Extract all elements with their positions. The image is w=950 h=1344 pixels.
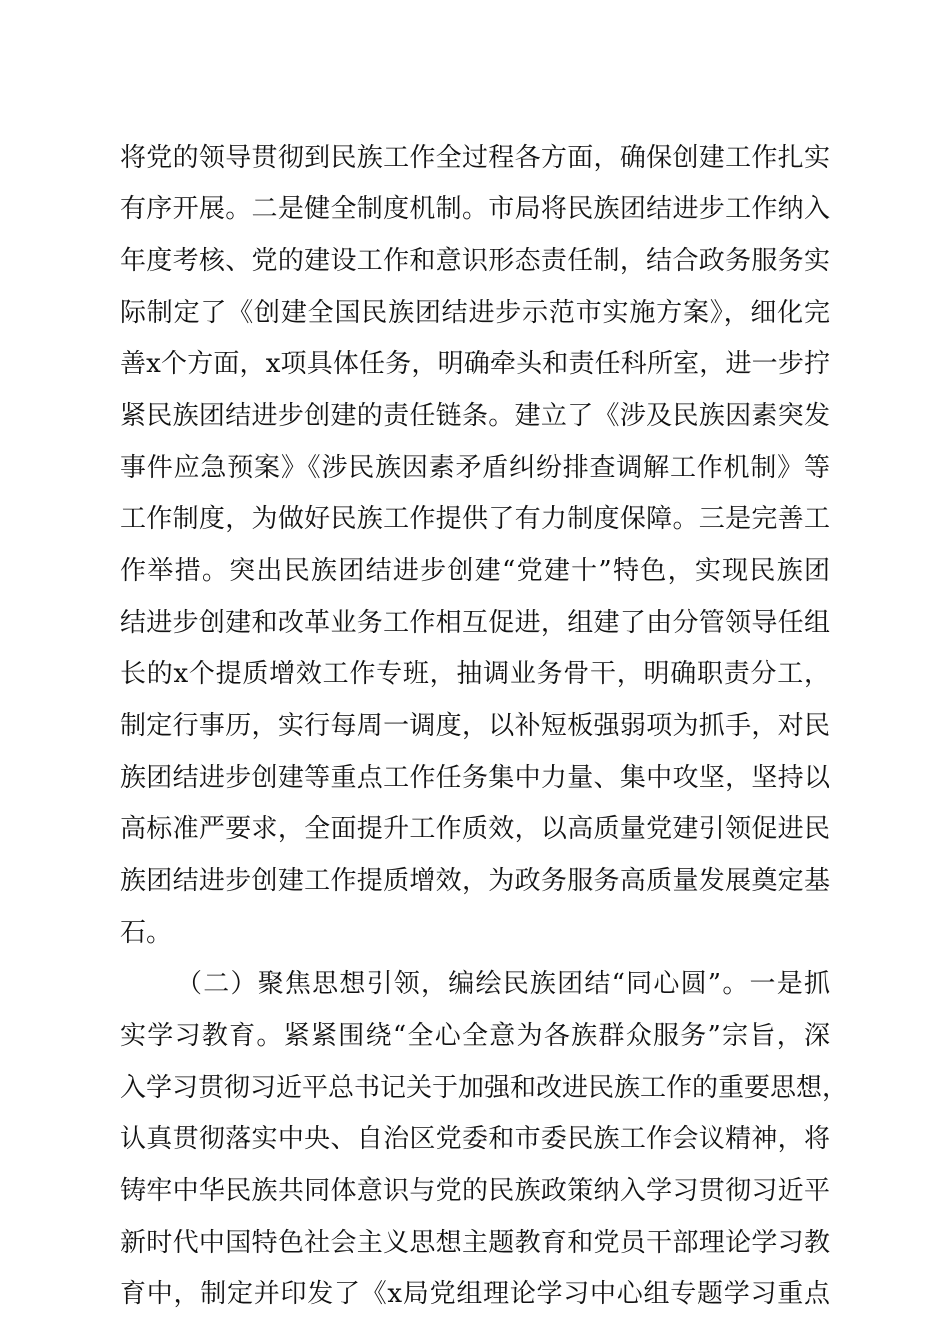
text-line: 际制定了《创建全国民族团结进步示范市实施方案》，细化完 bbox=[120, 298, 830, 328]
text-line: 工作制度，为做好民族工作提供了有力制度保障。三是完善工 bbox=[120, 504, 830, 534]
text-line: 作举措。突出民族团结进步创建“党建十”特色，实现民族团 bbox=[120, 556, 830, 586]
text-line: 年度考核、党的建设工作和意识形态责任制，结合政务服务实 bbox=[120, 246, 830, 276]
section-heading-line: （二）聚焦思想引领，编绘民族团结“同心圆”。一是抓 bbox=[176, 969, 830, 999]
text-line: 长的x个提质增效工作专班，抽调业务骨干，明确职责分工， bbox=[120, 659, 830, 689]
text-line: 将党的领导贯彻到民族工作全过程各方面，确保创建工作扎实 bbox=[120, 143, 830, 173]
text-line: 铸牢中华民族共同体意识与党的民族政策纳入学习贯彻习近平 bbox=[120, 1176, 830, 1206]
text-line: 族团结进步创建等重点工作任务集中力量、集中攻坚，坚持以 bbox=[120, 763, 830, 793]
text-line: 认真贯彻落实中央、自治区党委和市委民族工作会议精神，将 bbox=[120, 1124, 830, 1154]
text-line: 事件应急预案》《涉民族因素矛盾纠纷排查调解工作机制》等 bbox=[120, 453, 830, 483]
text-line: 育中，制定并印发了《x局党组理论学习中心组专题学习重点 bbox=[120, 1279, 830, 1309]
text-line: 紧民族团结进步创建的责任链条。建立了《涉及民族因素突发 bbox=[120, 401, 830, 431]
text-line: 实学习教育。紧紧围绕“全心全意为各族群众服务”宗旨，深 bbox=[120, 1021, 830, 1051]
text-line: 制定行事历，实行每周一调度，以补短板强弱项为抓手，对民 bbox=[120, 711, 830, 741]
text-line: 结进步创建和改革业务工作相互促进，组建了由分管领导任组 bbox=[120, 608, 830, 638]
text-line: 高标准严要求，全面提升工作质效，以高质量党建引领促进民 bbox=[120, 814, 830, 844]
text-line: 新时代中国特色社会主义思想主题教育和党员干部理论学习教 bbox=[120, 1228, 830, 1258]
text-line: 善x个方面，x项具体任务，明确牵头和责任科所室，进一步拧 bbox=[120, 349, 830, 379]
text-line: 族团结进步创建工作提质增效，为政务服务高质量发展奠定基 bbox=[120, 866, 830, 896]
text-line: 有序开展。二是健全制度机制。市局将民族团结进步工作纳入 bbox=[120, 194, 830, 224]
text-line: 石。 bbox=[120, 918, 173, 948]
text-line: 入学习贯彻习近平总书记关于加强和改进民族工作的重要思想， bbox=[120, 1073, 849, 1103]
